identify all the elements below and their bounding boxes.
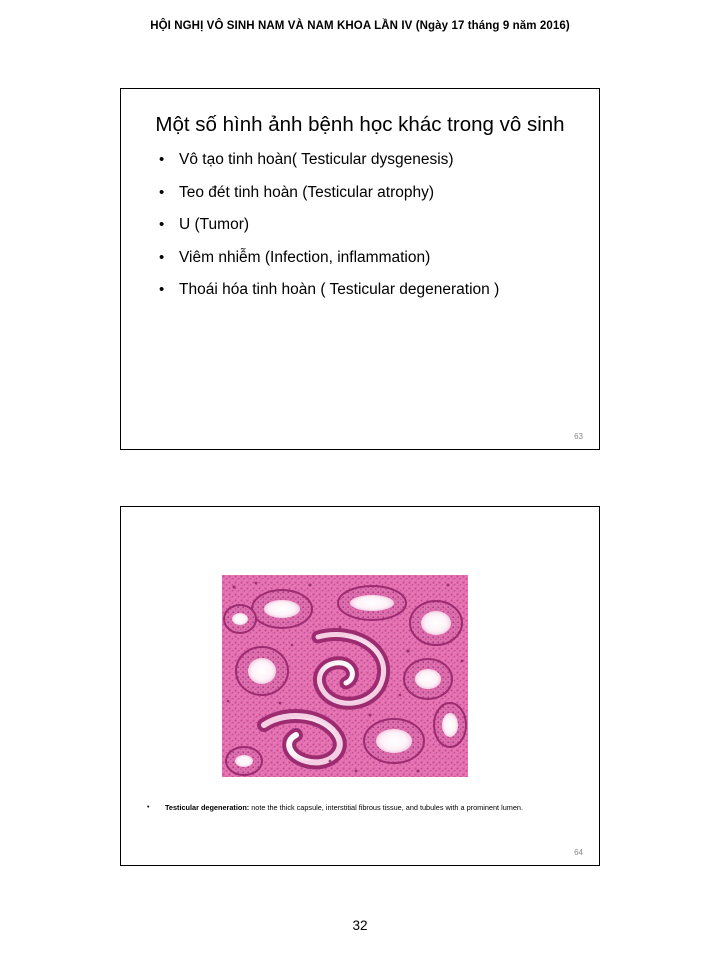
document-header: HỘI NGHỊ VÔ SINH NAM VÀ NAM KHOA LẦN IV (Ngày 17 tháng 9 năm 2016) bbox=[150, 20, 570, 32]
slide-title: Một số hình ảnh bệnh học khác trong vô sinh bbox=[155, 113, 565, 136]
list-item-label: Vô tạo tinh hoàn( Testicular dysgenesis) bbox=[179, 151, 454, 169]
bullet-list bbox=[121, 152, 599, 298]
list-item-label: Teo đét tinh hoàn (Testicular atrophy) bbox=[179, 183, 435, 201]
list-item-label: Thoái hóa tinh hoàn ( Testicular degeneration ) bbox=[179, 281, 500, 299]
bullet-dot-icon: • bbox=[159, 183, 165, 201]
list-item bbox=[157, 282, 579, 298]
slide-frame-63 bbox=[120, 88, 600, 450]
histology-micrograph-svg bbox=[222, 575, 468, 777]
slide-number: 63 bbox=[574, 432, 583, 441]
bullet-dot-icon: • bbox=[159, 248, 165, 266]
bullet-dot-icon: • bbox=[159, 216, 165, 234]
list-item bbox=[157, 152, 579, 168]
bullet-dot-icon: • bbox=[159, 151, 165, 169]
histology-image bbox=[222, 575, 468, 777]
list-item-label: U (Tumor) bbox=[179, 216, 250, 234]
slide-number: 64 bbox=[574, 848, 583, 857]
bullet-dot-icon: • bbox=[147, 804, 150, 811]
list-item-label: Viêm nhiễm (Infection, inflammation) bbox=[179, 248, 431, 266]
slide-frame-64 bbox=[120, 506, 600, 866]
list-item bbox=[157, 217, 579, 233]
page-number: 32 bbox=[352, 918, 368, 933]
bullet-dot-icon: • bbox=[159, 281, 165, 299]
caption-lead: Testicular degeneration: bbox=[165, 803, 250, 812]
figure-caption bbox=[143, 803, 575, 814]
list-item bbox=[157, 250, 579, 266]
list-item bbox=[157, 185, 579, 201]
caption-text: note the thick capsule, interstitial fibrous tissue, and tubules with a prominent lumen. bbox=[249, 803, 523, 812]
